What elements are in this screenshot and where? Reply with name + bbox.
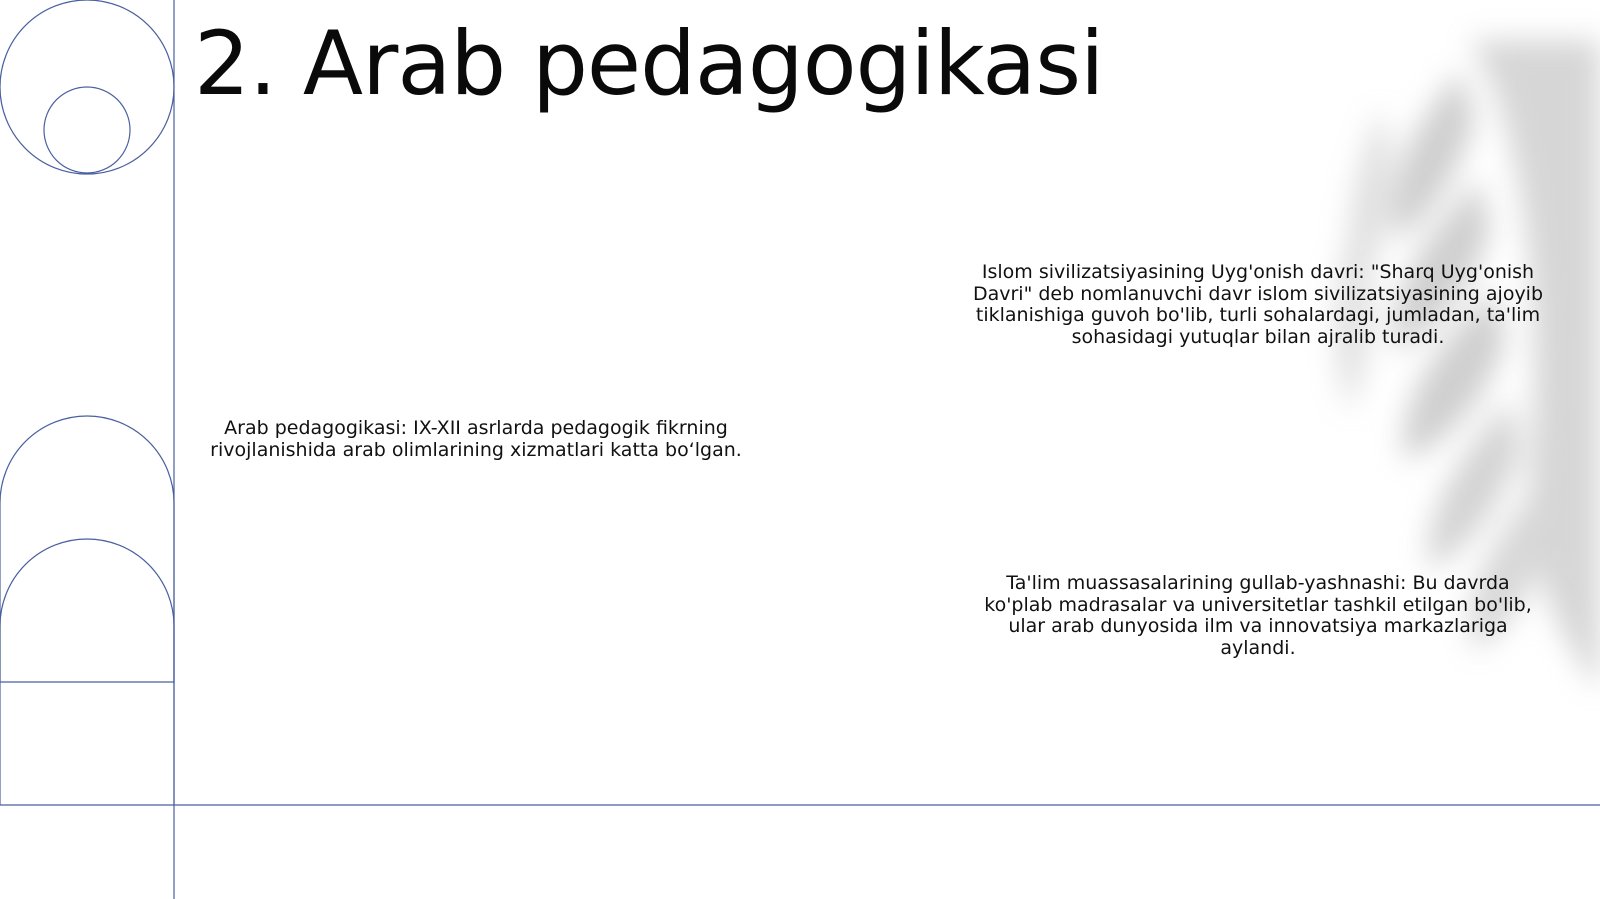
text-block-arab-pedagogy: Arab pedagogikasi: IX-XII asrlarda pedagogik fikrning rivojlanishida arab olimlarining xizmatlari katta bo‘lgan. (210, 417, 742, 461)
concentric-circles-icon (0, 0, 174, 174)
text-block-institutions: Ta'lim muassasalarining gullab-yashnashi: Bu davrda ko'plab madrasalar va universitetlar tashkil etilgan bo'lib, ular arab dunyosida ilm va innovatsiya markazlariga aylandi. (984, 572, 1532, 659)
text-block-renaissance: Islom sivilizatsiyasining Uyg'onish davri: "Sharq Uyg'onish Davri" deb nomlanuvchi davr islom sivilizatsiyasining ajoyib tiklanishiga guvoh bo'lib, turli sohalardagi, jumladan, ta'lim sohasidagi yutuqlar bilan ajralib turadi. (972, 261, 1544, 348)
page-title: 2. Arab pedagogikasi (194, 12, 1104, 115)
stacked-arches-icon (0, 416, 174, 805)
